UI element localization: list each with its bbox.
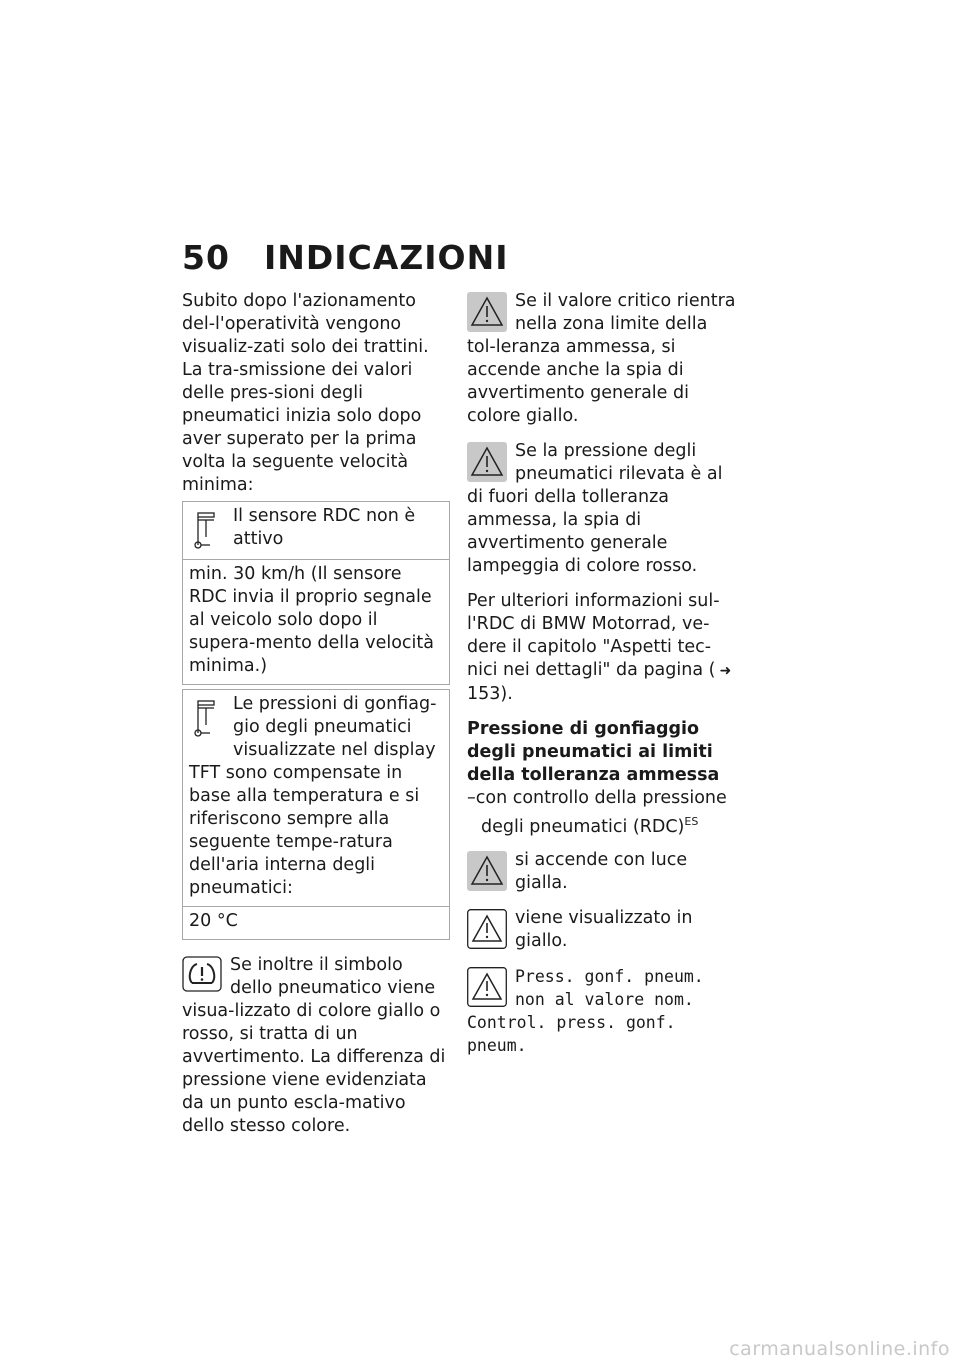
section-heading: Pressione di gonfiaggio degli pneumatici ai limiti della tolleranza ammessa: [467, 719, 720, 785]
rdc-speed-cell: [183, 559, 449, 684]
page-title: INDICAZIONI: [264, 238, 509, 277]
warning-yellow-paragraph: [467, 290, 739, 428]
more-info-paragraph: [467, 590, 739, 706]
tyre-warning-text: Se inoltre il simbolo dello pneumatico viene visua-lizzato di colore giallo o rosso, si tratta di un avvertimento. La differenza di pressione viene evidenziata da un punto escla-mativo dello stesso colore.: [182, 955, 446, 1136]
list-dash: –: [467, 788, 476, 808]
message-paragraph: [467, 965, 739, 1057]
temperature-cell: [183, 906, 449, 939]
rdc-note-text: Il sensore RDC non è attivo: [233, 506, 416, 549]
left-column: [182, 290, 450, 1150]
display-text: viene visualizzato in giallo.: [515, 907, 693, 951]
page-reference-link[interactable]: 153: [467, 684, 501, 704]
watermark: carmanualsonline.info: [729, 1338, 950, 1360]
list-item-text: con controllo della pressione degli pneumatici (RDC): [475, 788, 727, 837]
page-header: [182, 238, 508, 277]
rdc-note-cell: [183, 502, 449, 559]
warning-yellow-text: Se il valore critico rientra nella zona limite della tol-leranza ammessa, si accende anche la spia di avvertimento generale di colore giallo.: [467, 291, 736, 426]
warning-triangle-icon: [467, 442, 507, 482]
display-paragraph: [467, 907, 739, 953]
warning-lamp-icon: [467, 851, 507, 891]
warning-triangle-icon: [467, 292, 507, 332]
tft-message-text: Press. gonf. pneum. non al valore nom. Control. press. gonf. pneum.: [467, 966, 704, 1055]
warning-display-icon: [467, 909, 507, 949]
intro-paragraph: Subito dopo l'azionamento del-l'operatività vengono visualiz-zati solo dei trattini. La tra-smissione dei valori delle pres-sioni degli pneumatici inizia solo dopo aver superato per la prima volta la seguente velocità minima:: [182, 291, 429, 495]
tyre-warning-paragraph: [182, 954, 450, 1138]
warning-display-icon: [467, 967, 507, 1007]
rdc-sensor-icon: [189, 507, 225, 553]
list-item-superscript: ES: [684, 815, 699, 828]
lamp-text: si accende con luce gialla.: [515, 849, 688, 893]
page-number: 50: [182, 238, 230, 277]
pressure-compensation-box: [182, 689, 450, 940]
warning-red-paragraph: [467, 440, 739, 578]
warning-red-text: Se la pressione degli pneumatici rilevata è al di fuori della tolleranza ammessa, la spia di avvertimento generale lampeggia di colore rosso.: [467, 441, 723, 576]
tyre-pressure-icon: [182, 956, 222, 992]
rdc-speed-text: min. 30 km/h (Il sensore RDC invia il proprio segnale al veicolo solo dopo il supera-mento della velocità minima.): [189, 564, 434, 676]
rdc-info-box: [182, 501, 450, 685]
more-info-text-end: ).: [500, 684, 513, 704]
rdc-sensor-icon: [189, 695, 225, 741]
temperature-value: 20 °C: [189, 911, 238, 931]
list-item: [467, 787, 739, 839]
right-column: [467, 290, 739, 1069]
compensation-note-cell: [183, 690, 449, 906]
compensation-note-text: Le pressioni di gonfiag-gio degli pneumatici visualizzate nel display TFT sono compensate in base alla temperatura e si riferiscono sempre alla seguente tempe-ratura dell'aria interna degli pneumatici:: [189, 694, 437, 898]
lamp-paragraph: [467, 849, 739, 895]
more-info-text: Per ulteriori informazioni sul-l'RDC di BMW Motorrad, ve-dere il capitolo "Aspetti tec-nici nei dettagli" da pagina (: [467, 591, 720, 680]
page-reference-arrow-icon: ➜: [719, 663, 732, 679]
